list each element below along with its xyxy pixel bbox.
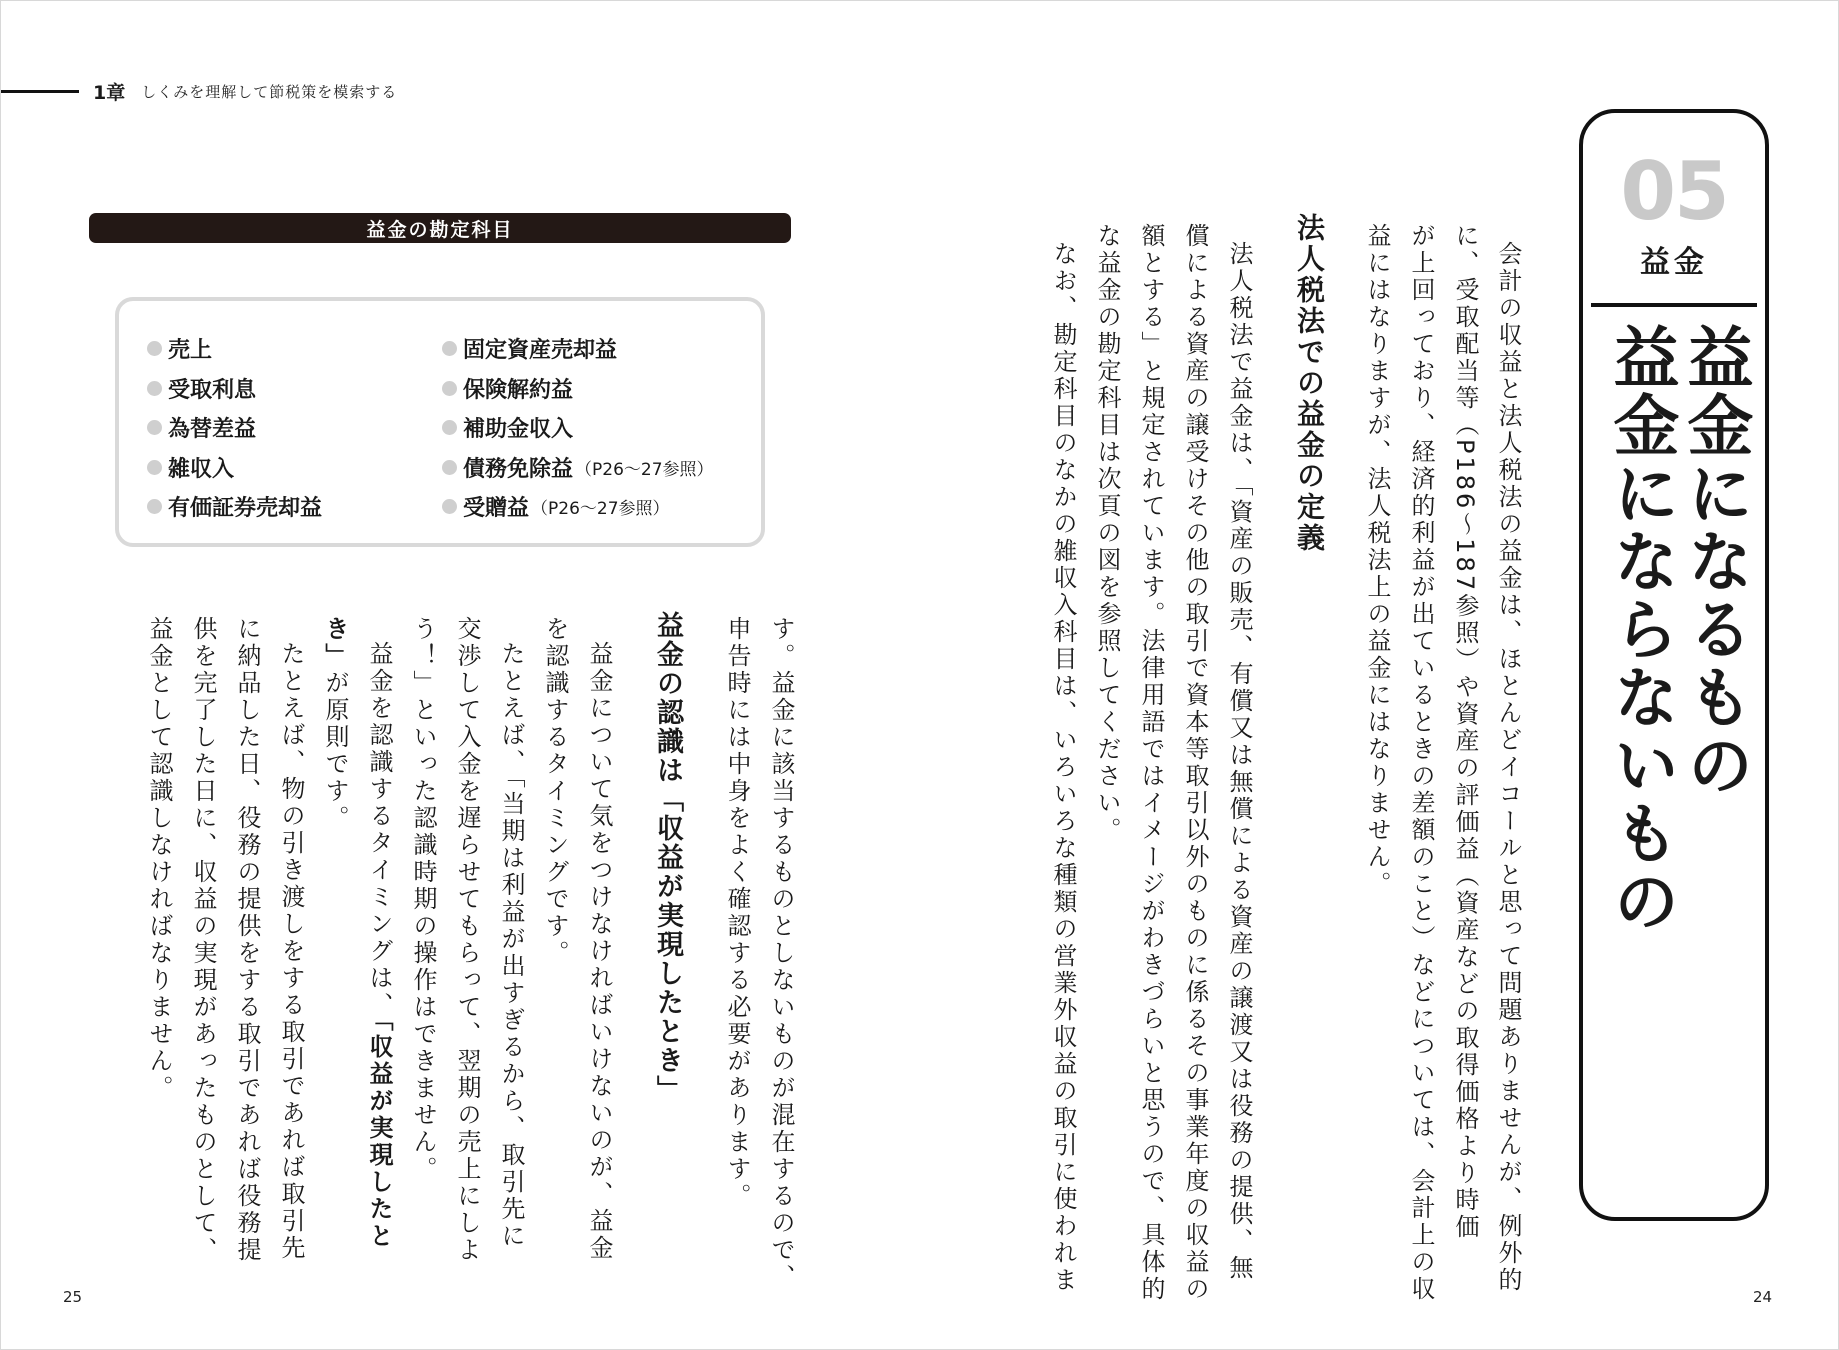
- account-table-title: 益金の勘定科目: [89, 213, 791, 243]
- account-name: 受贈益: [463, 496, 530, 522]
- account-item: [147, 487, 322, 527]
- bullet-dot-icon: [147, 499, 162, 514]
- continued-column: 申告時には中身をよく確認する必要があります。: [723, 616, 751, 1210]
- body-column: 交渉して入金を遅らせてもらって、翌期の売上にしよ: [453, 616, 481, 1264]
- account-name: 保険解約益: [463, 377, 574, 403]
- bullet-dot-icon: [442, 460, 457, 475]
- section-title-box: [1579, 109, 1769, 1221]
- body-column: なお、勘定科目のなかの雑収入科目は、いろいろな種類の営業外収益の取引に使われま: [1049, 241, 1077, 1294]
- bullet-dot-icon: [442, 499, 457, 514]
- body-column: う！」といった認識時期の操作はできません。: [409, 616, 437, 1183]
- bullet-dot-icon: [147, 460, 162, 475]
- intro-column: 会計の収益と法人税法の益金は、ほとんどイコールと思って問題ありませんが、例外的: [1494, 241, 1522, 1294]
- account-name: 固定資産売却益: [463, 338, 618, 364]
- intro-column: 益にはなりますが、法人税法上の益金にはなりません。: [1363, 223, 1391, 898]
- chapter-number: 1章: [93, 81, 126, 104]
- page-number-right: 24: [1753, 1288, 1773, 1306]
- account-item: [442, 448, 714, 488]
- account-name: 債務免除益: [463, 456, 574, 482]
- bullet-dot-icon: [147, 381, 162, 396]
- account-item: [147, 369, 322, 409]
- body-column: に納品した日、役務の提供をする取引であれば役務提: [233, 616, 261, 1264]
- body-column: [361, 641, 397, 1250]
- account-item: [442, 408, 714, 448]
- emphasis-text: 「収益が実現したと: [365, 1019, 393, 1250]
- section-number: 05: [1620, 145, 1728, 238]
- account-item: [442, 487, 714, 527]
- account-list-box: [115, 297, 765, 547]
- body-column: 益金として認識しなければなりません。: [145, 616, 173, 1102]
- body-column: たとえば、物の引き渡しをする取引であれば取引先: [277, 641, 305, 1262]
- body-text: が原則です。: [321, 670, 349, 832]
- body-column: 益金について気をつけなければいけないのが、益金: [585, 641, 613, 1262]
- body-column: 法人税法で益金は、「資産の販売、有償又は無償による資産の譲渡又は役務の提供、無: [1225, 241, 1253, 1282]
- account-list-column-1: [147, 329, 322, 527]
- account-item: [442, 369, 714, 409]
- chapter-title: しくみを理解して節税策を模索する: [141, 82, 398, 101]
- page-reference: （P26〜27参照）: [531, 499, 670, 520]
- body-column: を認識するタイミングです。: [541, 616, 569, 967]
- account-name: 売上: [168, 338, 213, 364]
- continued-column: す。益金に該当するものとしないものが混在するので、: [767, 616, 795, 1291]
- body-column: な益金の勘定科目は次頁の図を参照してください。: [1093, 223, 1121, 844]
- left-heading: 益金の認識は「収益が実現したとき」: [652, 611, 683, 1104]
- bullet-dot-icon: [147, 420, 162, 435]
- right-heading: 法人税法での益金の定義: [1293, 213, 1326, 554]
- account-name: 受取利息: [168, 377, 257, 403]
- section-title-line1: 益金になるもの: [1676, 323, 1753, 799]
- account-item: [147, 329, 322, 369]
- running-head: [1, 79, 397, 103]
- body-column: たとえば、「当期は利益が出すぎるから、取引先に: [497, 641, 525, 1250]
- account-name: 雑収入: [168, 456, 235, 482]
- bullet-dot-icon: [442, 381, 457, 396]
- account-item: [147, 448, 322, 488]
- bullet-dot-icon: [147, 341, 162, 356]
- section-title-line2: 益金にならないもの: [1602, 323, 1679, 935]
- body-column: 償による資産の譲受けその他の取引で資本等取引以外のものに係るその事業年度の収益の: [1181, 223, 1209, 1303]
- page-number-left: 25: [63, 1288, 83, 1306]
- section-label: 益金: [1640, 245, 1708, 280]
- page-reference: （P26〜27参照）: [575, 459, 714, 480]
- account-list-column-2: [442, 329, 714, 527]
- account-name: 有価証券売却益: [168, 496, 323, 522]
- intro-column: に、受取配当等（P186〜187参照）や資産の評価益（資産などの取得価格より時価: [1451, 223, 1479, 1242]
- account-item: [147, 408, 322, 448]
- body-column: [317, 616, 353, 832]
- body-text: 益金を認識するタイミングは、: [365, 641, 393, 1019]
- body-column: 供を完了した日に、収益の実現があったものとして、: [189, 616, 217, 1264]
- intro-column: が上回っており、経済的利益が出ているときの差額のこと）などについては、会計上の収: [1407, 223, 1435, 1303]
- account-name: 為替差益: [168, 417, 257, 443]
- emphasis-text: き」: [321, 616, 349, 670]
- running-head-rule: [1, 90, 79, 93]
- body-column: 額とする」と規定されています。法律用語ではイメージがわきづらいと思うので、具体的: [1137, 223, 1165, 1303]
- account-item: [442, 329, 714, 369]
- bullet-dot-icon: [442, 420, 457, 435]
- section-title-rule: [1591, 303, 1757, 307]
- bullet-dot-icon: [442, 341, 457, 356]
- account-name: 補助金収入: [463, 417, 574, 443]
